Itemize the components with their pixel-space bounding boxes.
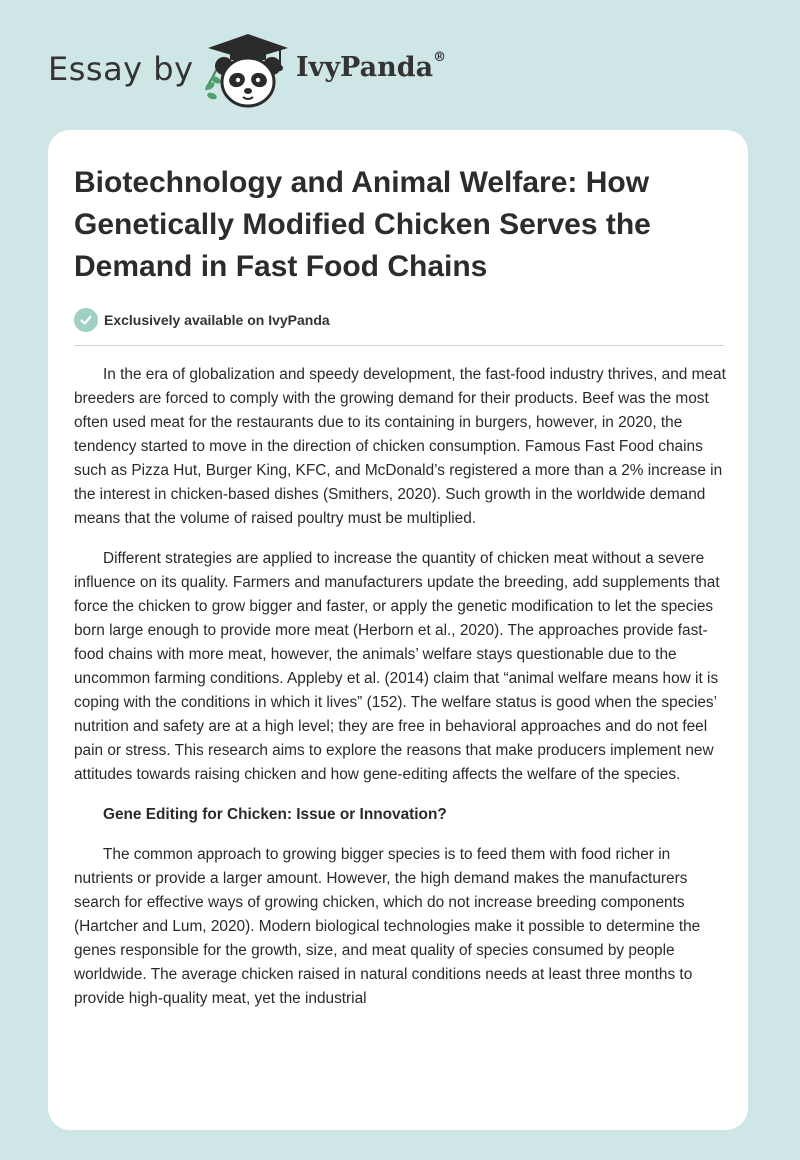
section-heading: Gene Editing for Chicken: Issue or Innovation?	[103, 806, 447, 823]
title-divider	[74, 345, 724, 346]
essay-title: Biotechnology and Animal Welfare: How Genetically Modified Chicken Serves the Demand in Fast Food Chains	[74, 166, 651, 283]
paragraph: In the era of globalization and speedy development, the fast-food industry thrives, and meat breeders are forced to comply with the growing demand for their products. Beef was the most often used meat for the restaurants due to its containing in burgers, however, in 2020, the tendency started to move in the direction of chicken consumption. Famous Fast Food chains such as Pizza Hut, Burger King, KFC, and McDonald’s registered a more than a 2% increase in the interest in chicken-based dishes (Smithers, 2020). Such growth in the worldwide demand means that the volume of raised poultry must be multiplied.	[74, 366, 726, 527]
exclusive-badge-label: Exclusively available on IvyPanda	[104, 312, 330, 328]
exclusive-badge	[74, 307, 330, 333]
brand-name[interactable]	[296, 52, 446, 83]
essay-body	[74, 363, 728, 1027]
paragraph: The common approach to growing bigger species is to feed them with food richer in nutrients or provide a larger amount. However, the high demand makes the manufacturers search for effective ways of growing chicken, which do not increase breeding components (Hartcher and Lum, 2020). Modern biological technologies make it possible to determine the genes responsible for the growth, size, and meat quality of species consumed by people worldwide. The average chicken raised in natural conditions needs at least three months to provide high-quality meat, yet the industrial	[74, 846, 701, 1007]
paragraph: Different strategies are applied to increase the quantity of chicken meat without a severe influence on its quality. Farmers and manufacturers update the breeding, add supplements that force the chicken to grow bigger and faster, or apply the genetic modification to let the species born large enough to provide more meat (Herborn et al., 2020). The approaches provide fast-food chains with more meat, however, the animals’ welfare stays questionable due to the uncommon farming conditions. Appleby et al. (2014) claim that “animal welfare means how it is coping with the conditions in which it lives” (152). The welfare status is good when the species’ nutrition and safety are at a high level; they are free in behavioral approaches and do not feel pain or stress. This research aims to explore the reasons that make producers implement new attitudes towards raising chicken and how gene-editing affects the welfare of the species.	[74, 550, 720, 783]
brand-name-text: IvyPanda	[296, 52, 434, 83]
essay-card	[48, 130, 748, 1130]
site-header	[0, 0, 800, 130]
brand-prefix: Essay by	[48, 50, 194, 88]
registered-mark: ®	[433, 50, 447, 65]
panda-graduate-icon[interactable]	[200, 30, 296, 112]
check-circle-icon	[74, 308, 98, 332]
